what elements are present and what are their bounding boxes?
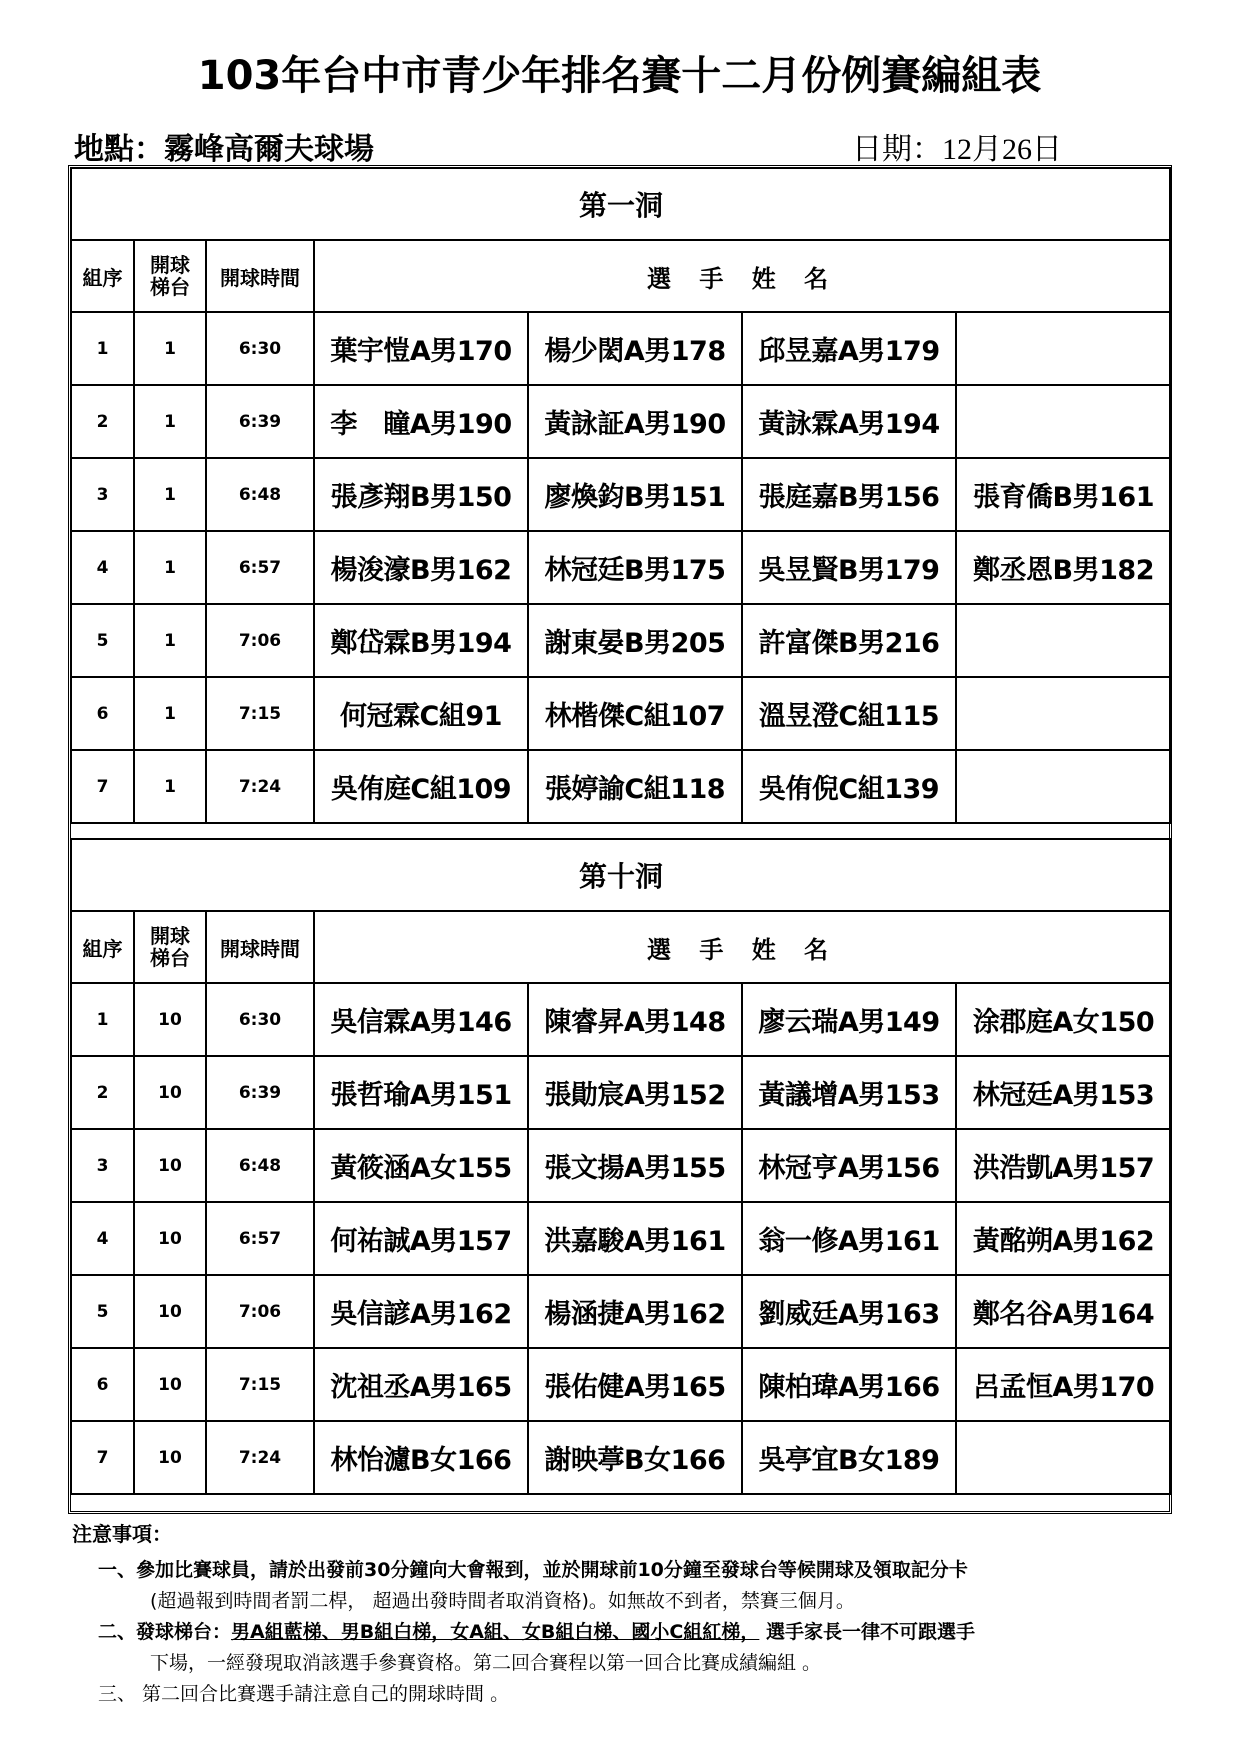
notes-section bbox=[72, 1518, 1172, 1712]
group-order: 3 bbox=[71, 458, 134, 531]
player-name: 張勛宸A男152 bbox=[528, 1056, 742, 1129]
tee-number: 1 bbox=[134, 750, 206, 823]
player-name: 沈祖丞A男165 bbox=[314, 1348, 528, 1421]
player-name bbox=[956, 312, 1171, 385]
group-order: 1 bbox=[71, 312, 134, 385]
group-order: 2 bbox=[71, 1056, 134, 1129]
notes-heading: 注意事項： bbox=[72, 1522, 172, 1546]
group-order: 4 bbox=[71, 531, 134, 604]
tee-time: 6:30 bbox=[206, 312, 314, 385]
tee-time: 6:30 bbox=[206, 983, 314, 1056]
col-header-time: 開球時間 bbox=[206, 240, 314, 312]
table-row bbox=[71, 531, 1171, 604]
player-name: 吳信霖A男146 bbox=[314, 983, 528, 1056]
group-order: 7 bbox=[71, 750, 134, 823]
player-name: 溫昱澄C組115 bbox=[742, 677, 956, 750]
table-row bbox=[71, 1202, 1171, 1275]
tee-number: 10 bbox=[134, 1421, 206, 1494]
hole-10-table bbox=[70, 838, 1172, 1495]
player-name: 劉威廷A男163 bbox=[742, 1275, 956, 1348]
col-header-tee bbox=[134, 240, 206, 312]
player-name: 涂郡庭A女150 bbox=[956, 983, 1171, 1056]
tee-number: 1 bbox=[134, 385, 206, 458]
note-2-prefix: 二、發球梯台： bbox=[98, 1621, 232, 1643]
tee-time: 6:48 bbox=[206, 1129, 314, 1202]
tee-number: 1 bbox=[134, 677, 206, 750]
player-name: 謝映葶B女166 bbox=[528, 1421, 742, 1494]
player-name: 黃酩朔A男162 bbox=[956, 1202, 1171, 1275]
table-row bbox=[71, 458, 1171, 531]
location-label: 地點：霧峰高爾夫球場 bbox=[74, 132, 374, 167]
col-header-players: 選 手 姓 名 bbox=[314, 911, 1171, 983]
player-name: 呂孟恒A男170 bbox=[956, 1348, 1171, 1421]
player-name: 張婷諭C組118 bbox=[528, 750, 742, 823]
col-header-tee-line1: 開球 bbox=[150, 253, 190, 277]
player-name: 鄭岱霖B男194 bbox=[314, 604, 528, 677]
table-row bbox=[71, 385, 1171, 458]
table-row bbox=[71, 1348, 1171, 1421]
note-1: 一、參加比賽球員，請於出發前30分鐘向大會報到，並於開球前10分鐘至發球台等候開球及領取記分卡 bbox=[98, 1559, 968, 1581]
player-name: 鄭丞恩B男182 bbox=[956, 531, 1171, 604]
player-name: 吳侑倪C組139 bbox=[742, 750, 956, 823]
tee-number: 1 bbox=[134, 531, 206, 604]
player-name: 何冠霖C組91 bbox=[314, 677, 528, 750]
tee-time: 7:15 bbox=[206, 1348, 314, 1421]
player-name: 洪浩凱A男157 bbox=[956, 1129, 1171, 1202]
player-name: 廖云瑞A男149 bbox=[742, 983, 956, 1056]
tee-time: 6:39 bbox=[206, 385, 314, 458]
player-name: 楊涵捷A男162 bbox=[528, 1275, 742, 1348]
col-header-tee-line2: 梯台 bbox=[150, 946, 190, 970]
tee-number: 1 bbox=[134, 604, 206, 677]
tee-time: 6:57 bbox=[206, 531, 314, 604]
player-name: 張哲瑜A男151 bbox=[314, 1056, 528, 1129]
player-name: 林怡濾B女166 bbox=[314, 1421, 528, 1494]
player-name: 張文揚A男155 bbox=[528, 1129, 742, 1202]
player-name: 邱昱嘉A男179 bbox=[742, 312, 956, 385]
player-name: 林冠廷A男153 bbox=[956, 1056, 1171, 1129]
tee-time: 7:06 bbox=[206, 604, 314, 677]
note-2-detail: 下場，一經發現取消該選手參賽資格。第二回合賽程以第一回合比賽成績編組 。 bbox=[150, 1652, 822, 1674]
col-header-tee-line1: 開球 bbox=[150, 924, 190, 948]
tee-number: 10 bbox=[134, 1202, 206, 1275]
note-2-tee-colors: 男A組藍梯、男B組白梯，女A組、女B組白梯、國小C組紅梯， bbox=[231, 1621, 760, 1643]
player-name: 張彥翔B男150 bbox=[314, 458, 528, 531]
hole-1-table bbox=[70, 167, 1172, 824]
player-name: 張育僑B男161 bbox=[956, 458, 1171, 531]
table-row bbox=[71, 312, 1171, 385]
tee-number: 10 bbox=[134, 1056, 206, 1129]
player-name: 鄭名谷A男164 bbox=[956, 1275, 1171, 1348]
player-name: 黃詠証A男190 bbox=[528, 385, 742, 458]
note-1-detail: (超過報到時間者罰二桿， 超過出發時間者取消資格)。如無故不到者，禁賽三個月。 bbox=[150, 1590, 855, 1612]
tee-time: 7:06 bbox=[206, 1275, 314, 1348]
player-name: 吳昱賢B男179 bbox=[742, 531, 956, 604]
player-name: 黃詠霖A男194 bbox=[742, 385, 956, 458]
group-order: 5 bbox=[71, 604, 134, 677]
table-row bbox=[71, 750, 1171, 823]
group-order: 6 bbox=[71, 677, 134, 750]
player-name bbox=[956, 385, 1171, 458]
player-name: 葉宇愷A男170 bbox=[314, 312, 528, 385]
player-name: 李 瞳A男190 bbox=[314, 385, 528, 458]
player-name: 許富傑B男216 bbox=[742, 604, 956, 677]
tee-number: 10 bbox=[134, 1275, 206, 1348]
date-label: 日期：12月26日 bbox=[852, 133, 1062, 166]
tee-time: 7:15 bbox=[206, 677, 314, 750]
player-name: 謝東晏B男205 bbox=[528, 604, 742, 677]
table-row bbox=[71, 1056, 1171, 1129]
table-row bbox=[71, 1421, 1171, 1494]
tee-time: 6:39 bbox=[206, 1056, 314, 1129]
player-name: 吳亭宜B女189 bbox=[742, 1421, 956, 1494]
player-name: 陳睿昇A男148 bbox=[528, 983, 742, 1056]
tee-time: 6:57 bbox=[206, 1202, 314, 1275]
player-name: 黃筱涵A女155 bbox=[314, 1129, 528, 1202]
table-row bbox=[71, 677, 1171, 750]
player-name: 楊少閎A男178 bbox=[528, 312, 742, 385]
player-name: 洪嘉駿A男161 bbox=[528, 1202, 742, 1275]
group-order: 1 bbox=[71, 983, 134, 1056]
player-name: 廖煥鈞B男151 bbox=[528, 458, 742, 531]
tee-number: 1 bbox=[134, 312, 206, 385]
table-row bbox=[71, 604, 1171, 677]
col-header-order: 組序 bbox=[71, 911, 134, 983]
player-name bbox=[956, 750, 1171, 823]
group-order: 2 bbox=[71, 385, 134, 458]
table-row bbox=[71, 1129, 1171, 1202]
tee-number: 10 bbox=[134, 983, 206, 1056]
player-name bbox=[956, 1421, 1171, 1494]
player-name: 吳侑庭C組109 bbox=[314, 750, 528, 823]
col-header-time: 開球時間 bbox=[206, 911, 314, 983]
col-header-order: 組序 bbox=[71, 240, 134, 312]
player-name: 吳信諺A男162 bbox=[314, 1275, 528, 1348]
group-order: 4 bbox=[71, 1202, 134, 1275]
col-header-players: 選 手 姓 名 bbox=[314, 240, 1171, 312]
tee-time: 7:24 bbox=[206, 1421, 314, 1494]
group-order: 7 bbox=[71, 1421, 134, 1494]
tee-number: 10 bbox=[134, 1348, 206, 1421]
player-name: 翁一修A男161 bbox=[742, 1202, 956, 1275]
player-name: 林楷傑C組107 bbox=[528, 677, 742, 750]
player-name bbox=[956, 677, 1171, 750]
player-name: 林冠廷B男175 bbox=[528, 531, 742, 604]
player-name: 張庭嘉B男156 bbox=[742, 458, 956, 531]
note-3: 三、 第二回合比賽選手請注意自己的開球時間 。 bbox=[98, 1683, 510, 1705]
player-name: 楊浚濠B男162 bbox=[314, 531, 528, 604]
col-header-tee bbox=[134, 911, 206, 983]
player-name: 陳柏瑋A男166 bbox=[742, 1348, 956, 1421]
tee-time: 6:48 bbox=[206, 458, 314, 531]
hole-title: 第十洞 bbox=[71, 839, 1171, 911]
player-name: 黃議增A男153 bbox=[742, 1056, 956, 1129]
group-order: 6 bbox=[71, 1348, 134, 1421]
tee-time: 7:24 bbox=[206, 750, 314, 823]
tee-number: 1 bbox=[134, 458, 206, 531]
group-order: 3 bbox=[71, 1129, 134, 1202]
player-name: 林冠亨A男156 bbox=[742, 1129, 956, 1202]
note-2 bbox=[98, 1619, 1172, 1646]
table-row bbox=[71, 1275, 1171, 1348]
group-order: 5 bbox=[71, 1275, 134, 1348]
hole-title: 第一洞 bbox=[71, 168, 1171, 240]
page-title: 103年台中市青少年排名賽十二月份例賽編組表 bbox=[197, 53, 1042, 99]
table-row bbox=[71, 983, 1171, 1056]
player-name: 何祐誠A男157 bbox=[314, 1202, 528, 1275]
player-name: 張佑健A男165 bbox=[528, 1348, 742, 1421]
note-2-suffix: 選手家長一律不可跟選手 bbox=[759, 1621, 975, 1643]
tee-number: 10 bbox=[134, 1129, 206, 1202]
col-header-tee-line2: 梯台 bbox=[150, 275, 190, 299]
player-name bbox=[956, 604, 1171, 677]
